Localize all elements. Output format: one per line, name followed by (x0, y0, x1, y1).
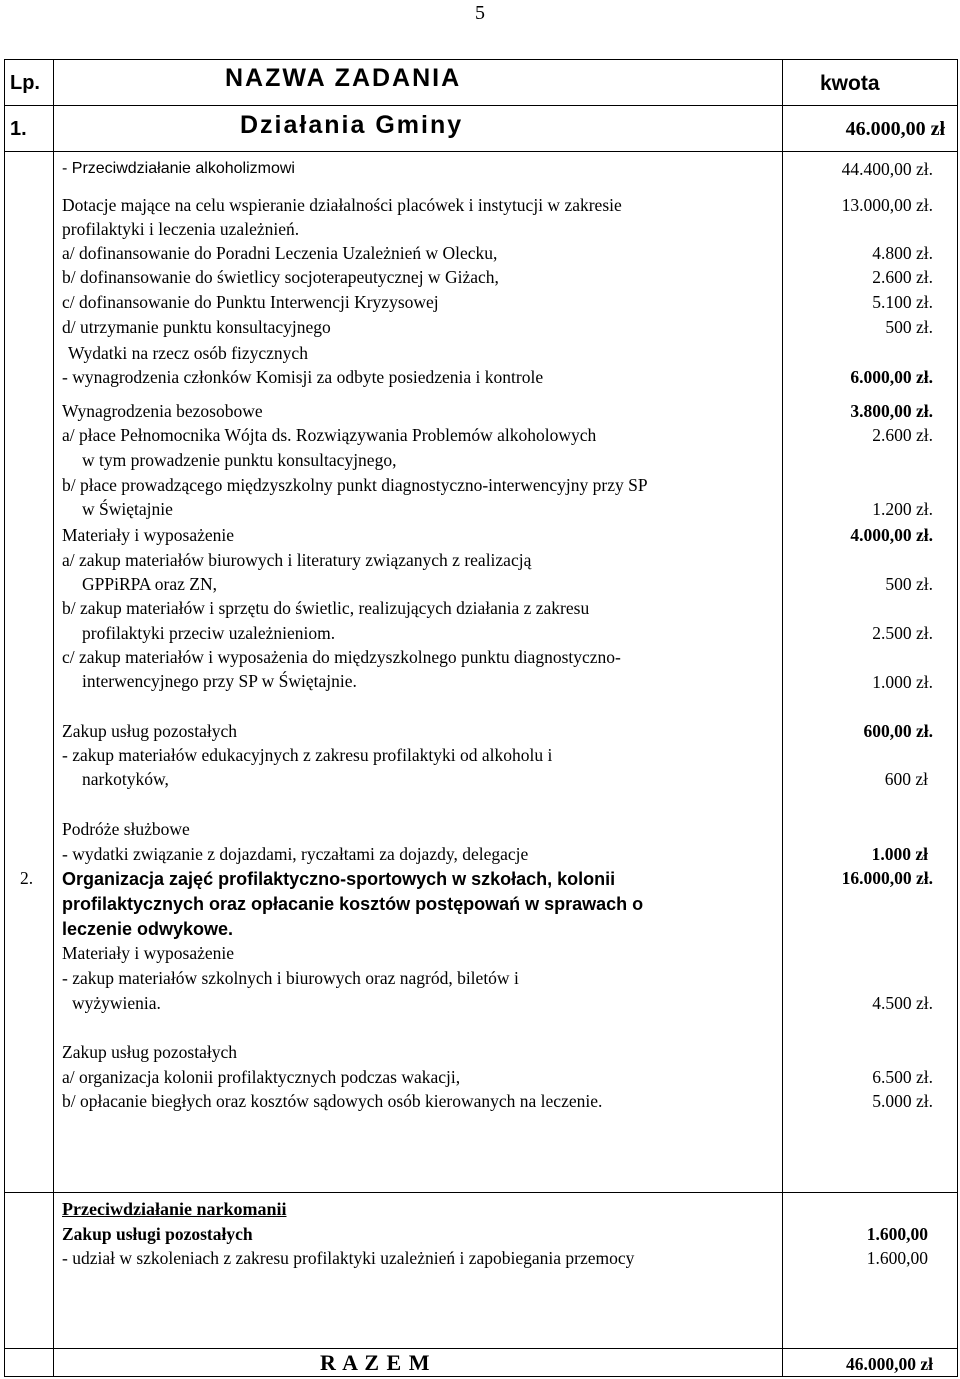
materialy2-line: - zakup materiałów szkolnych i biurowych oraz nagród, biletów i (62, 968, 519, 988)
wynagrodzenia-a-amount: 2.600 zł. (872, 425, 933, 445)
uslugi2-b-line: b/ opłacanie biegłych oraz kosztów sądowych osób kierowanych na leczenie. (62, 1091, 603, 1111)
dotacje-item-a-amount: 4.800 zł. (872, 243, 933, 263)
narkomania-line: - udział w szkoleniach z zakresu profilaktyki uzależnień i zapobiegania przemocy (62, 1248, 635, 1268)
materialy1-c-amount: 1.000 zł. (872, 672, 933, 692)
uslugi2-b-amount: 5.000 zł. (872, 1091, 933, 1111)
materialy2-title: Materiały i wyposażenie (62, 943, 235, 963)
section2-title-line2: profilaktycznych oraz opłacanie kosztów postępowań w sprawach o (62, 894, 644, 914)
materialy1-a-line: a/ zakup materiałów biurowych i literatury związanych z realizacją (62, 550, 532, 570)
uslugi1-title: Zakup usług pozostałych (62, 721, 237, 741)
column-divider-lp (53, 59, 54, 1377)
dotacje-amount: 13.000,00 zł. (841, 195, 933, 215)
wydatki-title: Wydatki na rzecz osób fizycznych (68, 343, 308, 363)
dotacje-item-d-amount: 500 zł. (885, 317, 933, 337)
table-right-border (957, 59, 958, 1377)
materialy1-a-amount: 500 zł. (885, 574, 933, 594)
narkomania-subtitle: Zakup usługi pozostałych (62, 1224, 253, 1244)
narkomania-subtitle-amount: 1.600,00 (866, 1224, 928, 1244)
dotacje-item-c: c/ dofinansowanie do Punktu Interwencji Kryzysowej (62, 292, 439, 312)
materialy1-amount: 4.000,00 zł. (850, 525, 933, 545)
section1-amount: 46.000,00 zł (845, 118, 945, 140)
materialy1-c-line: c/ zakup materiałów i wyposażenia do międzyszkolnego punktu diagnostyczno- (62, 647, 621, 667)
podroze-amount: 1.000 zł (871, 844, 928, 864)
header-kwota: kwota (820, 72, 880, 95)
narkomania-row-border (4, 1192, 958, 1193)
page-number: 5 (475, 2, 485, 24)
section-row-border (4, 151, 958, 152)
narkomania-title: Przeciwdziałanie narkomanii (62, 1199, 287, 1219)
dotacje-item-b: b/ dofinansowanie do świetlicy socjoterapeutycznej w Giżach, (62, 267, 499, 287)
wynagrodzenia-amount: 3.800,00 zł. (850, 401, 933, 421)
wynagrodzenia-b-amount: 1.200 zł. (872, 499, 933, 519)
uslugi1-sub: narkotyków, (82, 769, 169, 789)
wydatki-amount: 6.000,00 zł. (850, 367, 933, 387)
header-lp: Lp. (10, 72, 40, 94)
materialy1-b-line: b/ zakup materiałów i sprzętu do świetlic, realizujących działania z zakresu (62, 598, 590, 618)
uslugi1-amount: 600,00 zł. (863, 721, 933, 741)
section2-amount: 16.000,00 zł. (841, 868, 933, 888)
razem-amount: 46.000,00 zł (845, 1354, 933, 1374)
razem-label: R A Z E M (320, 1350, 431, 1375)
alkohol-title: - Przeciwdziałanie alkoholizmowi (62, 160, 295, 177)
dotacje-item-d: d/ utrzymanie punktu konsultacyjnego (62, 317, 331, 337)
materialy2-sub: wyżywienia. (72, 993, 161, 1013)
podroze-line: - wydatki związanie z dojazdami, ryczałtami za dojazdy, delegacje (62, 844, 529, 864)
section1-title: Działania Gminy (240, 111, 464, 139)
dotacje-item-b-amount: 2.600 zł. (872, 267, 933, 287)
header-row-border (4, 105, 958, 106)
materialy1-title: Materiały i wyposażenie (62, 525, 235, 545)
dotacje-item-c-amount: 5.100 zł. (872, 292, 933, 312)
wydatki-item: - wynagrodzenia członków Komisji za odbyte posiedzenia i kontrole (62, 367, 544, 387)
materialy1-b-amount: 2.500 zł. (872, 623, 933, 643)
section2-title-line3: leczenie odwykowe. (62, 919, 234, 939)
section1-number: 1. (10, 118, 27, 140)
uslugi2-a-amount: 6.500 zł. (872, 1067, 933, 1087)
wynagrodzenia-b-sub: w Świętajnie (82, 499, 173, 519)
header-nazwa: NAZWA ZADANIA (225, 64, 462, 92)
alkohol-amount: 44.400,00 zł. (841, 159, 933, 179)
materialy1-c-sub: interwencyjnego przy SP w Świętajnie. (82, 671, 357, 691)
section2-number: 2. (20, 868, 34, 888)
table-bottom-border (4, 1376, 958, 1377)
uslugi2-title: Zakup usług pozostałych (62, 1042, 237, 1062)
razem-row-border (4, 1348, 958, 1349)
uslugi1-sub-amount: 600 zł (884, 769, 928, 789)
wynagrodzenia-a-sub: w tym prowadzenie punktu konsultacyjnego, (82, 450, 397, 470)
dotacje-item-a: a/ dofinansowanie do Poradni Leczenia Uzależnień w Olecku, (62, 243, 498, 263)
wynagrodzenia-title: Wynagrodzenia bezosobowe (62, 401, 263, 421)
column-divider-kwota (782, 59, 783, 1377)
materialy1-a-sub: GPPiRPA oraz ZN, (82, 574, 218, 594)
wynagrodzenia-b-line: b/ płace prowadzącego międzyszkolny punkt diagnostyczno-interwencyjny przy SP (62, 475, 648, 495)
narkomania-line-amount: 1.600,00 (866, 1248, 928, 1268)
section2-title-line1: Organizacja zajęć profilaktyczno-sportowych w szkołach, kolonii (62, 869, 616, 889)
materialy1-b-sub: profilaktyki przeciw uzależnieniom. (82, 623, 336, 643)
uslugi1-line: - zakup materiałów edukacyjnych z zakresu profilaktyki od alkoholu i (62, 745, 553, 765)
table-left-border (4, 59, 5, 1377)
dotacje-title-line1: Dotacje mające na celu wspieranie działalności placówek i instytucji w zakresie (62, 195, 622, 215)
dotacje-title-line2: profilaktyki i leczenia uzależnień. (62, 219, 300, 239)
wynagrodzenia-a-line: a/ płace Pełnomocnika Wójta ds. Rozwiązywania Problemów alkoholowych (62, 425, 597, 445)
podroze-title: Podróże służbowe (62, 819, 190, 839)
table-top-border (4, 59, 958, 60)
uslugi2-a-line: a/ organizacja kolonii profilaktycznych podczas wakacji, (62, 1067, 461, 1087)
materialy2-amount: 4.500 zł. (872, 993, 933, 1013)
